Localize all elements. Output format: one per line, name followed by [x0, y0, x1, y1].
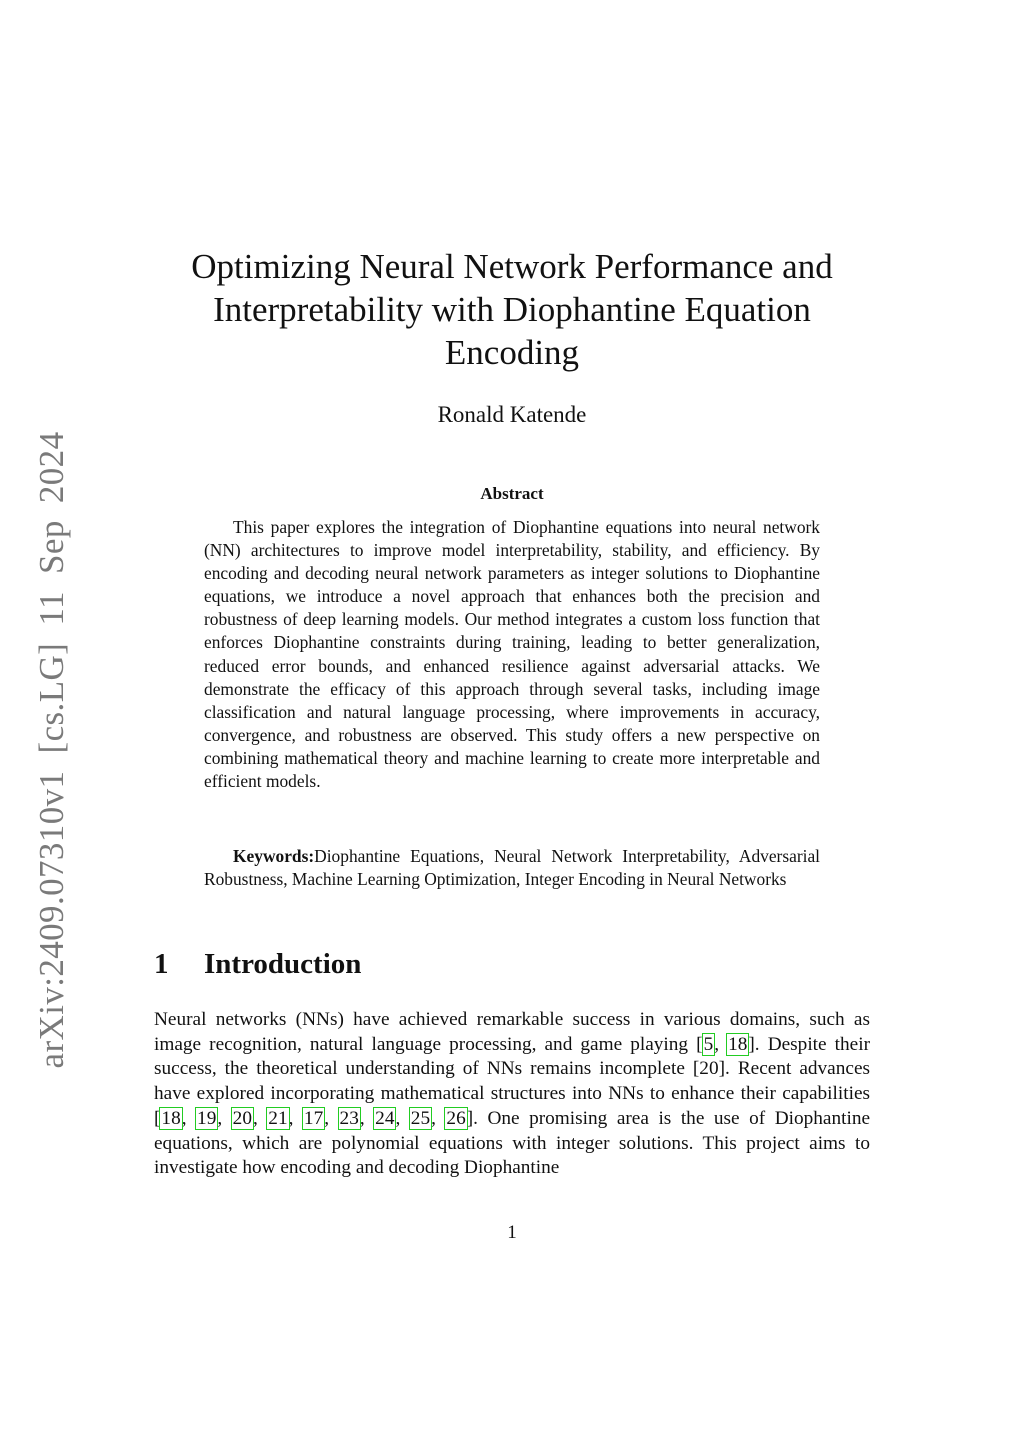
- abstract-heading: Abstract: [480, 484, 544, 503]
- title-line-2: Interpretability with Diophantine Equation: [213, 290, 811, 329]
- section-title: Introduction: [204, 948, 362, 980]
- citation-link[interactable]: 19: [197, 1107, 217, 1129]
- citation-link[interactable]: 24: [375, 1107, 395, 1129]
- section-number: 1: [154, 948, 169, 980]
- citation-link[interactable]: 5: [703, 1033, 714, 1055]
- author-name: Ronald Katende: [437, 402, 587, 427]
- citation-link[interactable]: 23: [339, 1107, 359, 1129]
- citation-link[interactable]: 17: [303, 1107, 324, 1129]
- arxiv-identifier-stamp[interactable]: arXiv:2409.07310v1 [cs.LG] 11 Sep 2024: [32, 431, 71, 1069]
- citation-link[interactable]: 20: [232, 1107, 252, 1129]
- intro-sentence-3: . One promising area is the use of Diophantine equations, which are polynomial equations with integer solutions. This project aims to investigate how encoding and decoding Diophantine: [154, 1107, 871, 1179]
- citation-link[interactable]: 18: [728, 1033, 748, 1055]
- intro-sentence-2: . Despite their success, the theoretical understanding of NNs remains incomplete [20]. Recent advances have explored incorporating mathematical structures into NNs to enhance their capabilities: [154, 1033, 870, 1105]
- abstract-text: This paper explores the integration of Diophantine equations into neural network (NN) architectures to improve model interpretability, stability, and efficiency. By encoding and decoding neural network parameters as integer solutions to Diophantine equations, we introduce a novel approach that enhances both the precision and robustness of deep learning models. Our method integrates a custom loss function that enforces Diophantine constraints during training, leading to better generalization, reduced error bounds, and enhanced resilience against adversarial attacks. We demonstrate the efficacy of this approach through several tasks, including image classification and natural language processing, where improvements in accuracy, convergence, and robustness are observed. This study offers a new perspective on combining mathematical theory and machine learning to create more interpretable and efficient models.: [204, 517, 820, 792]
- intro-sentence-1: Neural networks (NNs) have achieved remarkable success in various domains, such as image recognition, natural language processing, and game playing: [154, 1009, 870, 1055]
- title-line-3: Encoding: [444, 333, 580, 372]
- citation-link[interactable]: 25: [410, 1107, 431, 1129]
- citation-link[interactable]: 18: [161, 1107, 181, 1129]
- page-number: 1: [507, 1222, 517, 1243]
- section-heading-introduction: [154, 948, 361, 981]
- keywords-label: Keywords:: [233, 846, 315, 866]
- citation-link[interactable]: 21: [268, 1107, 288, 1129]
- introduction-paragraph: Neural networks (NNs) have achieved remarkable success in various domains, such as image recognition, natural language processing, and game playing [5, 18]. Despite their success, the theoretical understanding of NNs remains incomplete [20]. Recent advances have explored incorporating mathematical structures into NNs to enhance their capabilities [18, 19, 20, 21, 17, 23, 24, 25, 26]. One promising area is the use of Diophantine equations, which are polynomial equations with integer solutions. This project aims to investigate how encoding and decoding Diophantine: [154, 1009, 871, 1179]
- title-line-1: Optimizing Neural Network Performance and: [191, 247, 833, 286]
- citation-link[interactable]: 26: [446, 1107, 466, 1129]
- keywords-paragraph: [204, 845, 820, 891]
- paper-title: [150, 245, 874, 374]
- keywords-text: Diophantine Equations, Neural Network Interpretability, Adversarial Robustness, Machine Learning Optimization, Integer Encoding in Neural Networks: [204, 846, 820, 890]
